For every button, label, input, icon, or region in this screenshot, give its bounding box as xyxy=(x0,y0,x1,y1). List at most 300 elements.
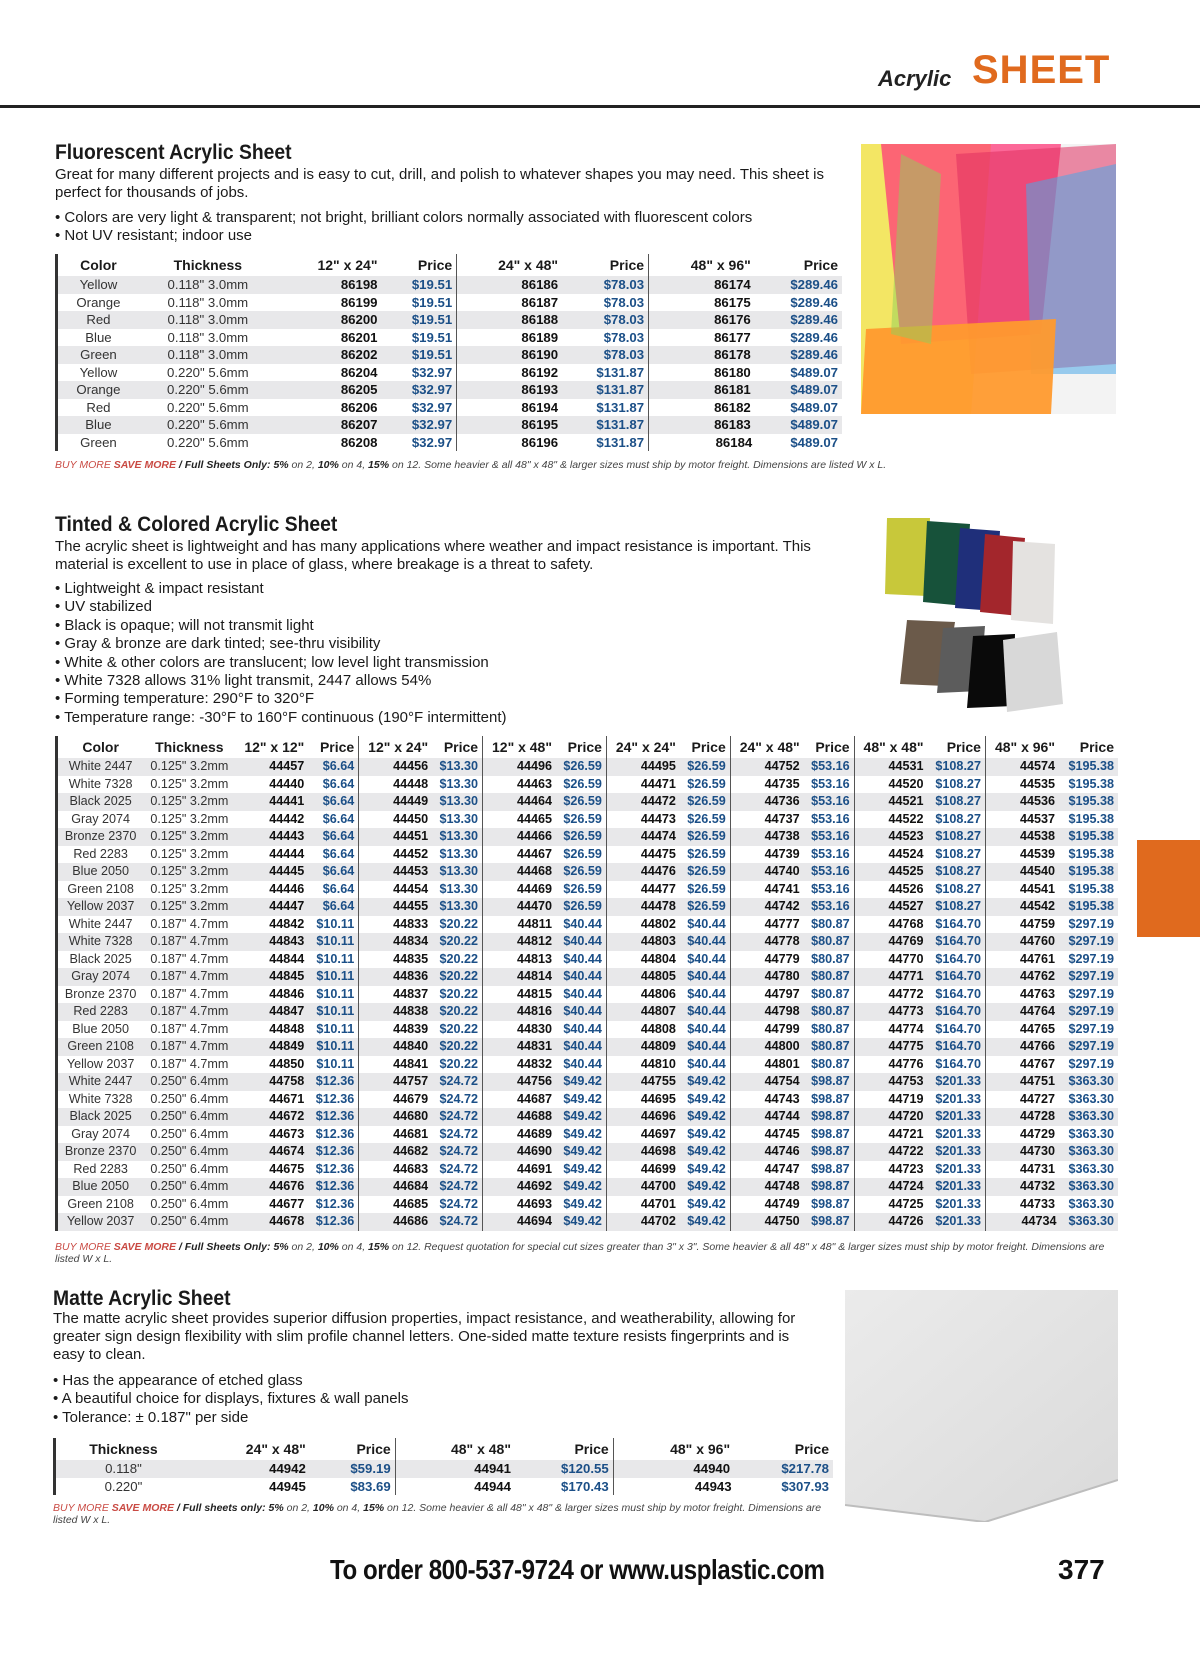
table-header-row xyxy=(57,254,843,276)
color-cell: Gray 2074 xyxy=(57,1126,144,1144)
column-header: Price xyxy=(381,254,456,276)
item-number-cell: 44495 xyxy=(606,758,679,776)
item-number-cell: 44539 xyxy=(985,846,1060,864)
table-row xyxy=(57,986,1119,1004)
price-cell: $49.42 xyxy=(680,1108,730,1126)
table-row xyxy=(57,1056,1119,1074)
price-cell: $363.30 xyxy=(1060,1108,1118,1126)
item-number-cell: 86204 xyxy=(277,364,382,382)
discount-1: 5% xyxy=(273,459,289,471)
item-number-cell: 44749 xyxy=(730,1196,803,1214)
item-number-cell: 44444 xyxy=(235,846,308,864)
price-cell: $297.19 xyxy=(1060,933,1118,951)
price-cell: $6.64 xyxy=(308,793,358,811)
item-number-cell: 86186 xyxy=(457,276,562,294)
table-row xyxy=(57,364,843,382)
item-number-cell: 44679 xyxy=(359,1091,432,1109)
price-cell: $108.27 xyxy=(928,881,986,899)
price-cell: $108.27 xyxy=(928,828,986,846)
color-cell: Green 2108 xyxy=(57,881,144,899)
page-number: 377 xyxy=(1058,1554,1105,1585)
price-cell: $20.22 xyxy=(432,1021,482,1039)
item-number-cell: 44464 xyxy=(483,793,556,811)
price-cell: $10.11 xyxy=(308,933,358,951)
column-header: 12" x 48" xyxy=(483,736,556,758)
item-number-cell: 44701 xyxy=(606,1196,679,1214)
tinted-title: Tinted & Colored Acrylic Sheet xyxy=(55,513,338,536)
price-cell: $24.72 xyxy=(432,1126,482,1144)
price-cell: $40.44 xyxy=(680,933,730,951)
item-number-cell: 44747 xyxy=(730,1161,803,1179)
price-cell: $20.22 xyxy=(432,1038,482,1056)
color-cell: Green xyxy=(57,346,139,364)
price-cell: $49.42 xyxy=(680,1178,730,1196)
item-number-cell: 44752 xyxy=(730,758,803,776)
item-number-cell: 44832 xyxy=(483,1056,556,1074)
price-cell: $80.87 xyxy=(804,986,854,1004)
item-number-cell: 44535 xyxy=(985,776,1060,794)
item-number-cell: 44696 xyxy=(606,1108,679,1126)
price-cell: $24.72 xyxy=(432,1196,482,1214)
item-number-cell: 44724 xyxy=(854,1178,927,1196)
table-row xyxy=(57,1021,1119,1039)
item-number-cell: 86181 xyxy=(649,381,757,399)
discount-1: 5% xyxy=(268,1502,284,1514)
buy-more-label: BUY MORE xyxy=(55,1241,111,1253)
price-cell: $24.72 xyxy=(432,1213,482,1231)
price-cell: $32.97 xyxy=(381,381,456,399)
price-cell: $363.30 xyxy=(1060,1126,1118,1144)
column-header: 48" x 96" xyxy=(649,254,757,276)
thickness-cell: 0.118" 3.0mm xyxy=(139,329,277,347)
item-number-cell: 44773 xyxy=(854,1003,927,1021)
thickness-cell: 0.220" 5.6mm xyxy=(139,381,277,399)
column-header: 24" x 48" xyxy=(191,1438,310,1460)
price-cell: $32.97 xyxy=(381,434,456,452)
table-row xyxy=(57,898,1119,916)
column-header: 48" x 48" xyxy=(395,1438,515,1460)
price-cell: $131.87 xyxy=(562,381,648,399)
color-cell: Red 2283 xyxy=(57,1161,144,1179)
table-row xyxy=(57,758,1119,776)
full-sheets-label: / Full Sheets Only: xyxy=(178,459,271,471)
item-number-cell: 44753 xyxy=(854,1073,927,1091)
column-header: Thickness xyxy=(55,1438,191,1460)
item-number-cell: 44538 xyxy=(985,828,1060,846)
color-cell: Blue 2050 xyxy=(57,863,144,881)
item-number-cell: 44734 xyxy=(985,1213,1060,1231)
color-cell: Blue xyxy=(57,329,139,347)
item-number-cell: 44769 xyxy=(854,933,927,951)
price-cell: $26.59 xyxy=(680,898,730,916)
item-number-cell: 44456 xyxy=(359,758,432,776)
table-row xyxy=(57,863,1119,881)
fluorescent-sheets-photo xyxy=(861,144,1116,414)
price-cell: $164.70 xyxy=(928,1056,986,1074)
item-number-cell: 44722 xyxy=(854,1143,927,1161)
price-cell: $363.30 xyxy=(1060,1091,1118,1109)
item-number-cell: 44463 xyxy=(483,776,556,794)
price-cell: $363.30 xyxy=(1060,1178,1118,1196)
price-cell: $12.36 xyxy=(308,1108,358,1126)
fluorescent-bullets xyxy=(55,209,855,246)
price-cell: $49.42 xyxy=(680,1196,730,1214)
price-cell: $195.38 xyxy=(1060,811,1118,829)
table-row xyxy=(57,951,1119,969)
item-number-cell: 44772 xyxy=(854,986,927,1004)
price-cell: $98.87 xyxy=(804,1213,854,1231)
matte-sheet-photo xyxy=(845,1290,1118,1522)
color-cell: Red 2283 xyxy=(57,846,144,864)
item-number-cell: 44766 xyxy=(985,1038,1060,1056)
buy-more-label: BUY MORE xyxy=(55,459,111,471)
price-cell: $26.59 xyxy=(680,881,730,899)
price-cell: $59.19 xyxy=(310,1460,395,1478)
price-cell: $297.19 xyxy=(1060,968,1118,986)
table-row xyxy=(57,329,843,347)
item-number-cell: 44805 xyxy=(606,968,679,986)
item-number-cell: 44540 xyxy=(985,863,1060,881)
item-number-cell: 44681 xyxy=(359,1126,432,1144)
price-cell: $12.36 xyxy=(308,1178,358,1196)
table-row xyxy=(57,434,843,452)
item-number-cell: 44799 xyxy=(730,1021,803,1039)
price-cell: $164.70 xyxy=(928,1003,986,1021)
price-cell: $195.38 xyxy=(1060,793,1118,811)
matte-buy-more-note xyxy=(53,1502,843,1526)
price-cell: $13.30 xyxy=(432,863,482,881)
save-more-label: SAVE MORE xyxy=(111,1502,174,1514)
tinted-price-table xyxy=(55,736,1118,1231)
item-number-cell: 44801 xyxy=(730,1056,803,1074)
item-number-cell: 44542 xyxy=(985,898,1060,916)
item-number-cell: 44838 xyxy=(359,1003,432,1021)
thickness-cell: 0.187" 4.7mm xyxy=(143,968,235,986)
price-cell: $98.87 xyxy=(804,1161,854,1179)
thickness-cell: 0.250" 6.4mm xyxy=(143,1108,235,1126)
price-cell: $164.70 xyxy=(928,986,986,1004)
item-number-cell: 44830 xyxy=(483,1021,556,1039)
item-number-cell: 44803 xyxy=(606,933,679,951)
price-cell: $363.30 xyxy=(1060,1073,1118,1091)
item-number-cell: 44520 xyxy=(854,776,927,794)
price-cell: $164.70 xyxy=(928,968,986,986)
item-number-cell: 44806 xyxy=(606,986,679,1004)
price-cell: $201.33 xyxy=(928,1108,986,1126)
item-number-cell: 44840 xyxy=(359,1038,432,1056)
item-number-cell: 44941 xyxy=(395,1460,515,1478)
item-number-cell: 44719 xyxy=(854,1091,927,1109)
price-cell: $53.16 xyxy=(804,898,854,916)
table-header-row xyxy=(55,1438,834,1460)
item-number-cell: 44673 xyxy=(235,1126,308,1144)
item-number-cell: 44442 xyxy=(235,811,308,829)
item-number-cell: 44839 xyxy=(359,1021,432,1039)
item-number-cell: 44523 xyxy=(854,828,927,846)
price-cell: $297.19 xyxy=(1060,1003,1118,1021)
price-cell: $10.11 xyxy=(308,1056,358,1074)
price-cell: $98.87 xyxy=(804,1126,854,1144)
price-cell: $489.07 xyxy=(756,399,842,417)
price-cell: $131.87 xyxy=(562,434,648,452)
price-cell: $13.30 xyxy=(432,881,482,899)
item-number-cell: 44845 xyxy=(235,968,308,986)
price-cell: $195.38 xyxy=(1060,863,1118,881)
price-cell: $201.33 xyxy=(928,1126,986,1144)
price-cell: $13.30 xyxy=(432,846,482,864)
thickness-cell: 0.125" 3.2mm xyxy=(143,793,235,811)
price-cell: $80.87 xyxy=(804,1056,854,1074)
price-cell: $49.42 xyxy=(680,1213,730,1231)
price-cell: $19.51 xyxy=(381,346,456,364)
table-row xyxy=(57,1126,1119,1144)
item-number-cell: 44687 xyxy=(483,1091,556,1109)
bullet-item: • Gray & bronze are dark tinted; see-thru visibility xyxy=(55,635,855,653)
bullet-item: • Has the appearance of etched glass xyxy=(53,1372,823,1390)
price-cell: $13.30 xyxy=(432,828,482,846)
price-cell: $53.16 xyxy=(804,776,854,794)
price-cell: $24.72 xyxy=(432,1073,482,1091)
price-cell: $19.51 xyxy=(381,276,456,294)
item-number-cell: 44755 xyxy=(606,1073,679,1091)
item-number-cell: 44762 xyxy=(985,968,1060,986)
item-number-cell: 44943 xyxy=(613,1478,735,1496)
item-number-cell: 44465 xyxy=(483,811,556,829)
color-cell: White 7328 xyxy=(57,933,144,951)
color-cell: Red xyxy=(57,311,139,329)
thickness-cell: 0.118" 3.0mm xyxy=(139,276,277,294)
price-cell: $80.87 xyxy=(804,1038,854,1056)
table-row xyxy=(57,1003,1119,1021)
price-cell: $108.27 xyxy=(928,793,986,811)
item-number-cell: 44691 xyxy=(483,1161,556,1179)
thickness-cell: 0.125" 3.2mm xyxy=(143,863,235,881)
bullet-item: • A beautiful choice for displays, fixtures & wall panels xyxy=(53,1390,823,1408)
thickness-cell: 0.187" 4.7mm xyxy=(143,933,235,951)
item-number-cell: 44759 xyxy=(985,916,1060,934)
item-number-cell: 44836 xyxy=(359,968,432,986)
item-number-cell: 44809 xyxy=(606,1038,679,1056)
price-cell: $201.33 xyxy=(928,1213,986,1231)
column-header: Color xyxy=(57,254,139,276)
color-cell: White 7328 xyxy=(57,776,144,794)
color-cell: Green 2108 xyxy=(57,1038,144,1056)
discount-2: 10% xyxy=(317,459,339,471)
item-number-cell: 44771 xyxy=(854,968,927,986)
item-number-cell: 44453 xyxy=(359,863,432,881)
thickness-cell: 0.250" 6.4mm xyxy=(143,1213,235,1231)
item-number-cell: 86195 xyxy=(457,416,562,434)
column-header: Price xyxy=(736,1438,833,1460)
item-number-cell: 44690 xyxy=(483,1143,556,1161)
price-cell: $26.59 xyxy=(556,881,606,899)
table-row xyxy=(57,294,843,312)
color-cell: Bronze 2370 xyxy=(57,986,144,1004)
price-cell: $108.27 xyxy=(928,758,986,776)
price-cell: $40.44 xyxy=(556,1056,606,1074)
column-header: Price xyxy=(556,736,606,758)
price-cell: $12.36 xyxy=(308,1073,358,1091)
item-number-cell: 44457 xyxy=(235,758,308,776)
price-cell: $13.30 xyxy=(432,898,482,916)
thickness-cell: 0.220" 5.6mm xyxy=(139,434,277,452)
item-number-cell: 44720 xyxy=(854,1108,927,1126)
section-tab-marker xyxy=(1137,840,1200,937)
price-cell: $19.51 xyxy=(381,311,456,329)
price-cell: $489.07 xyxy=(756,434,842,452)
discount-2-text: on 4, xyxy=(338,459,369,471)
item-number-cell: 44467 xyxy=(483,846,556,864)
item-number-cell: 44470 xyxy=(483,898,556,916)
discount-3: 15% xyxy=(363,1502,385,1514)
price-cell: $49.42 xyxy=(556,1161,606,1179)
discount-3-text: on 12. Some heavier & all 48" x 48" & larger sizes must ship by motor freight. Dimensions are listed W x L. xyxy=(389,459,887,471)
item-number-cell: 44685 xyxy=(359,1196,432,1214)
item-number-cell: 44574 xyxy=(985,758,1060,776)
item-number-cell: 44731 xyxy=(985,1161,1060,1179)
price-cell: $24.72 xyxy=(432,1091,482,1109)
color-cell: Gray 2074 xyxy=(57,968,144,986)
item-number-cell: 44729 xyxy=(985,1126,1060,1144)
price-cell: $131.87 xyxy=(562,399,648,417)
price-cell: $201.33 xyxy=(928,1178,986,1196)
item-number-cell: 44738 xyxy=(730,828,803,846)
item-number-cell: 44812 xyxy=(483,933,556,951)
thickness-cell: 0.250" 6.4mm xyxy=(143,1126,235,1144)
item-number-cell: 44765 xyxy=(985,1021,1060,1039)
item-number-cell: 44473 xyxy=(606,811,679,829)
color-cell: Orange xyxy=(57,294,139,312)
price-cell: $297.19 xyxy=(1060,916,1118,934)
price-cell: $131.87 xyxy=(562,416,648,434)
discount-2-text: on 4, xyxy=(333,1502,364,1514)
item-number-cell: 44466 xyxy=(483,828,556,846)
item-number-cell: 44721 xyxy=(854,1126,927,1144)
item-number-cell: 44451 xyxy=(359,828,432,846)
price-cell: $297.19 xyxy=(1060,1056,1118,1074)
price-cell: $201.33 xyxy=(928,1196,986,1214)
price-cell: $13.30 xyxy=(432,793,482,811)
item-number-cell: 86196 xyxy=(457,434,562,452)
price-cell: $40.44 xyxy=(556,1003,606,1021)
bullet-item: • White 7328 allows 31% light transmit, 2447 allows 54% xyxy=(55,672,855,690)
table-row xyxy=(57,399,843,417)
item-number-cell: 44474 xyxy=(606,828,679,846)
color-cell: White 2447 xyxy=(57,758,144,776)
column-header: Price xyxy=(515,1438,613,1460)
item-number-cell: 44835 xyxy=(359,951,432,969)
price-cell: $40.44 xyxy=(680,968,730,986)
item-number-cell: 44942 xyxy=(191,1460,310,1478)
item-number-cell: 44808 xyxy=(606,1021,679,1039)
column-header: Thickness xyxy=(143,736,235,758)
item-number-cell: 44735 xyxy=(730,776,803,794)
color-cell: Black 2025 xyxy=(57,793,144,811)
price-cell: $6.64 xyxy=(308,811,358,829)
item-number-cell: 86188 xyxy=(457,311,562,329)
item-number-cell: 44728 xyxy=(985,1108,1060,1126)
item-number-cell: 44698 xyxy=(606,1143,679,1161)
price-cell: $49.42 xyxy=(680,1161,730,1179)
bullet-item: • Lightweight & impact resistant xyxy=(55,580,855,598)
item-number-cell: 44804 xyxy=(606,951,679,969)
color-cell: White 7328 xyxy=(57,1091,144,1109)
price-cell: $108.27 xyxy=(928,776,986,794)
column-header: Price xyxy=(928,736,986,758)
item-number-cell: 86205 xyxy=(277,381,382,399)
price-cell: $170.43 xyxy=(515,1478,613,1496)
item-number-cell: 44702 xyxy=(606,1213,679,1231)
save-more-label: SAVE MORE xyxy=(113,459,176,471)
thickness-cell: 0.187" 4.7mm xyxy=(143,951,235,969)
thickness-cell: 0.220" xyxy=(55,1478,191,1496)
discount-1-text: on 2, xyxy=(283,1502,313,1514)
price-cell: $363.30 xyxy=(1060,1196,1118,1214)
price-cell: $80.87 xyxy=(804,933,854,951)
full-sheets-label: / Full sheets only: xyxy=(176,1502,266,1514)
price-cell: $24.72 xyxy=(432,1178,482,1196)
tinted-description: The acrylic sheet is lightweight and has many applications where weather and impact resistance is important. This material is excellent to use in place of glass, where breakage is a threat to safety. xyxy=(55,538,811,573)
thickness-cell: 0.187" 4.7mm xyxy=(143,916,235,934)
table-header-row xyxy=(57,736,1119,758)
price-cell: $6.64 xyxy=(308,863,358,881)
color-cell: Blue 2050 xyxy=(57,1021,144,1039)
column-header: Price xyxy=(804,736,854,758)
thickness-cell: 0.187" 4.7mm xyxy=(143,1003,235,1021)
discount-3: 15% xyxy=(368,459,390,471)
bullet-item: • Temperature range: -30°F to 160°F continuous (190°F intermittent) xyxy=(55,709,855,727)
item-number-cell: 44842 xyxy=(235,916,308,934)
price-cell: $20.22 xyxy=(432,986,482,1004)
item-number-cell: 86176 xyxy=(649,311,757,329)
item-number-cell: 44471 xyxy=(606,776,679,794)
price-cell: $98.87 xyxy=(804,1073,854,1091)
price-cell: $53.16 xyxy=(804,846,854,864)
table-row xyxy=(57,1143,1119,1161)
item-number-cell: 44699 xyxy=(606,1161,679,1179)
item-number-cell: 44841 xyxy=(359,1056,432,1074)
thickness-cell: 0.118" 3.0mm xyxy=(139,346,277,364)
matte-price-table xyxy=(53,1438,833,1495)
item-number-cell: 44525 xyxy=(854,863,927,881)
item-number-cell: 86206 xyxy=(277,399,382,417)
column-header: Price xyxy=(308,736,358,758)
price-cell: $164.70 xyxy=(928,1038,986,1056)
column-header: Price xyxy=(432,736,482,758)
column-header: 48" x 96" xyxy=(985,736,1060,758)
item-number-cell: 86201 xyxy=(277,329,382,347)
item-number-cell: 44850 xyxy=(235,1056,308,1074)
thickness-cell: 0.125" 3.2mm xyxy=(143,828,235,846)
discount-3-text: on 12. Request quotation for special cut sizes greater than 3" x 3". Some heavier & all 48" x 48" & larger sizes must ship by motor freight. Dimensions are listed W x L. xyxy=(55,1241,1105,1265)
thickness-cell: 0.250" 6.4mm xyxy=(143,1091,235,1109)
full-sheets-label: / Full Sheets Only: xyxy=(178,1241,271,1253)
price-cell: $20.22 xyxy=(432,1056,482,1074)
price-cell: $40.44 xyxy=(680,1038,730,1056)
item-number-cell: 44692 xyxy=(483,1178,556,1196)
footer-order-info: To order 800-537-9724 or www.usplastic.com xyxy=(330,1554,825,1585)
item-number-cell: 44527 xyxy=(854,898,927,916)
column-header: Price xyxy=(1060,736,1118,758)
item-number-cell: 44797 xyxy=(730,986,803,1004)
price-cell: $489.07 xyxy=(756,364,842,382)
fluorescent-buy-more-note xyxy=(55,459,1125,471)
color-cell: Yellow 2037 xyxy=(57,898,144,916)
price-cell: $49.42 xyxy=(680,1126,730,1144)
color-cell: Green xyxy=(57,434,139,452)
price-cell: $19.51 xyxy=(381,329,456,347)
color-cell: White 2447 xyxy=(57,916,144,934)
